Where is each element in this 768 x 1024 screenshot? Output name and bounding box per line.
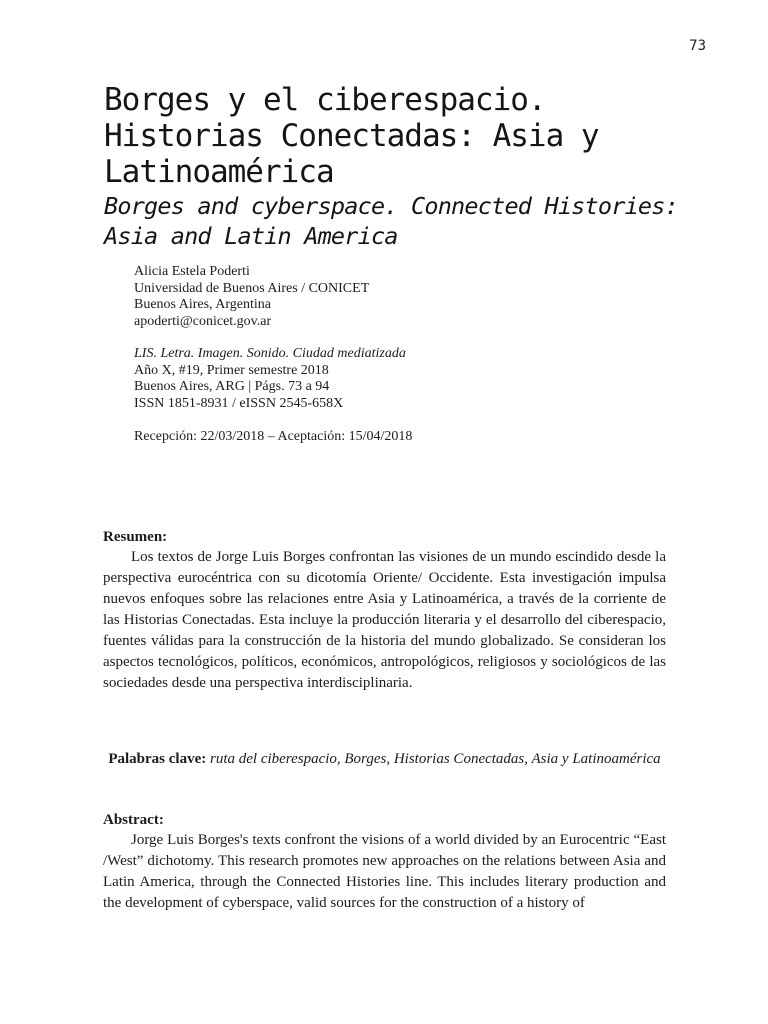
resumen-text: Los textos de Jorge Luis Borges confrontan las visiones de un mundo escindido desde la perspectiva eurocéntrica con su dicotomía Oriente/ Occidente. Esta investigación impulsa nuevos enfoques sobre las relaciones entre Asia y Latinoamérica, a través de la corriente de las Historias Conectadas. Esta incluye la producción literaria y el desarrollo del ciberespacio, fuentes válidas para la construcción de la historia del mundo globalizado. Se consideran los aspectos tecnológicos, políticos, económicos, antropológicos, religiosos y sociológicos de las sociedades desde una perspectiva interdisciplinaria. <box>103 549 666 691</box>
journal-issue: Año X, #19, Primer semestre 2018 <box>134 362 329 378</box>
journal-issn: ISSN 1851-8931 / eISSN 2545-658X <box>134 395 344 411</box>
journal-pages: Buenos Aires, ARG | Págs. 73 a 94 <box>134 379 330 395</box>
author-affiliation: Universidad de Buenos Aires / CONICET <box>134 280 370 296</box>
abstract-text: Jorge Luis Borges's texts confront the visions of a world divided by an Eurocentric “East /West” dichotomy. This research promotes new approaches on the relations between Asia and Latin America, through the Connected Histories line. This includes literary production and the development of cyberspace, valid sources for the construction of a history of <box>103 832 666 911</box>
abstract-heading: Abstract: <box>103 812 164 828</box>
author-email: apoderti@conicet.gov.ar <box>134 313 272 329</box>
article-title: Borges y el ciberespacio. Historias Conectadas: Asia y Latinoamérica <box>104 82 599 190</box>
page-number: 73 <box>689 38 706 54</box>
submission-dates <box>134 429 412 446</box>
abstract-section <box>103 810 666 914</box>
article-title-english: Borges and cyberspace. Connected Histories: Asia and Latin America <box>104 192 678 250</box>
journal-name: LIS. Letra. Imagen. Sonido. Ciudad mediatizada <box>134 346 406 361</box>
dates-text: Recepción: 22/03/2018 – Aceptación: 15/04/2018 <box>134 429 413 444</box>
resumen-section <box>103 527 666 694</box>
author-block <box>134 264 369 330</box>
keywords-label: Palabras clave: <box>108 751 207 767</box>
resumen-heading: Resumen: <box>103 529 168 545</box>
author-name: Alicia Estela Poderti <box>134 264 250 279</box>
journal-block <box>134 346 406 412</box>
author-location: Buenos Aires, Argentina <box>134 297 272 313</box>
keywords-terms: ruta del ciberespacio, Borges, Historias Conectadas, Asia y Latinoamérica <box>209 751 661 767</box>
keywords <box>103 749 666 770</box>
